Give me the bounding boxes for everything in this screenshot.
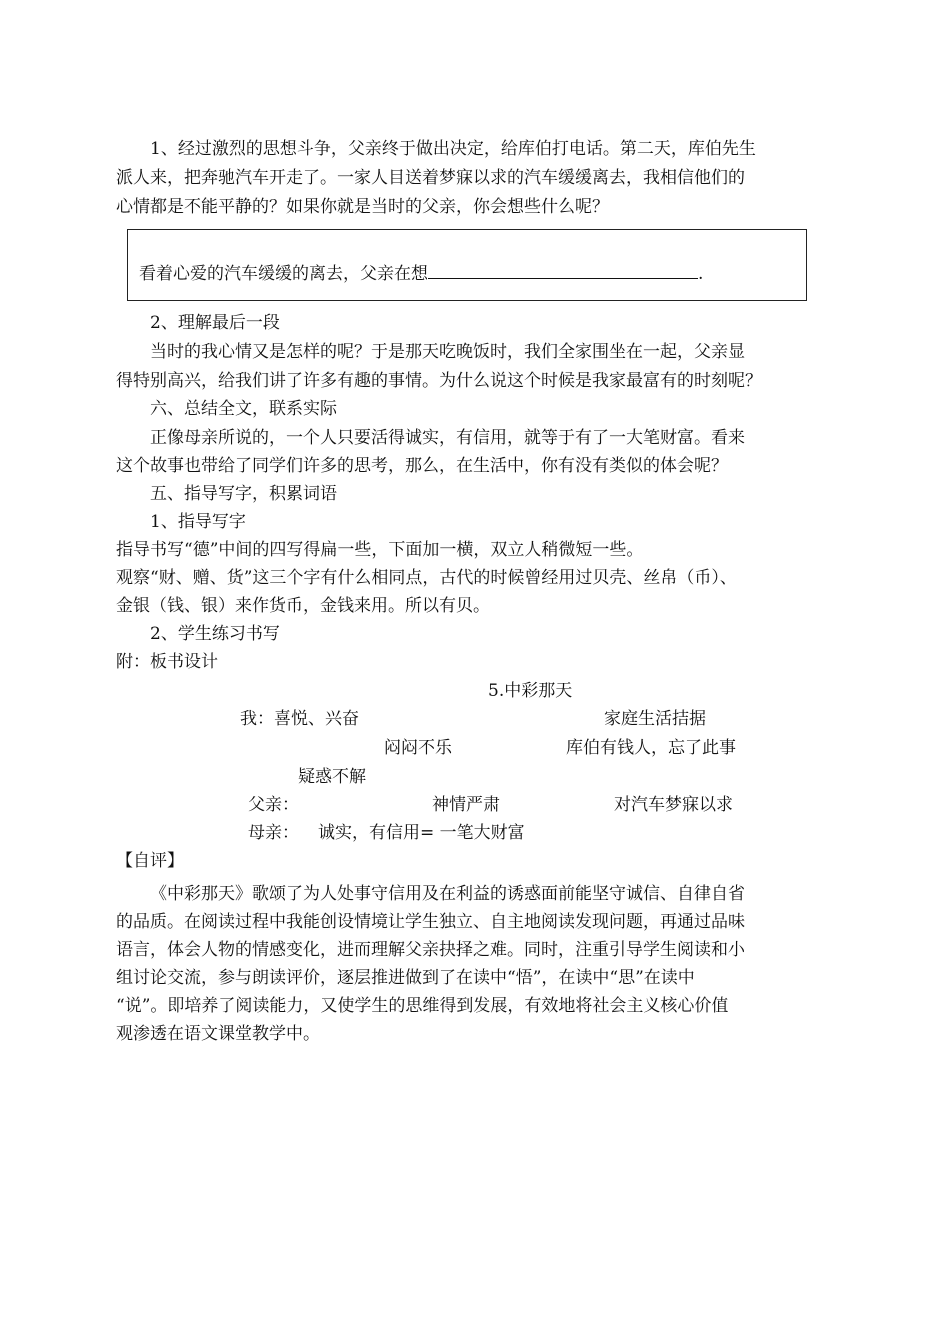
section2-line-2: 得特别高兴，给我们讲了许多有趣的事情。为什么说这个时候是我家最富有的时刻呢？ (116, 371, 762, 391)
section5-line-2: 观察“财、赠、货”这三个字有什么相同点，古代的时候曾经用过贝壳、丝帛（币）、 (116, 568, 737, 588)
answer-box-text (139, 258, 703, 288)
section2-line-1: 当时的我心情又是怎样的呢？于是那天吃晚饭时，我们全家围坐在一起，父亲显 (150, 342, 745, 362)
board-father: 父亲： (248, 795, 299, 815)
section5-line-1: 指导书写“德”中间的四写得扁一些，下面加一横，双立人稍微短一些。 (116, 540, 644, 560)
board-dream-car: 对汽车梦寐以求 (614, 795, 733, 815)
section1-line-1: 1、经过激烈的思想斗争，父亲终于做出决定，给库伯打电话。第二天，库伯先生 (150, 139, 756, 159)
section1-line-2: 派人来，把奔驰汽车开走了。一家人目送着梦寐以求的汽车缓缓离去，我相信他们的 (116, 168, 745, 188)
board-title: 5.中彩那天 (488, 681, 573, 701)
answer-blank[interactable] (428, 258, 698, 279)
board-honesty: 诚实，有信用= 一笔大财富 (318, 823, 525, 843)
board-serious: 神情严肃 (432, 795, 500, 815)
self-eval-line-6: 观渗透在语文课堂教学中。 (116, 1024, 320, 1044)
board-family-life: 家庭生活拮据 (604, 709, 706, 729)
answer-end: . (698, 264, 704, 284)
board-me: 我：喜悦、兴奋 (240, 709, 359, 729)
board-puzzled: 疑惑不解 (298, 767, 366, 787)
answer-prompt: 看着心爱的汽车缓缓的离去，父亲在想 (139, 264, 428, 284)
self-eval-line-3: 语言，体会人物的情感变化，进而理解父亲抉择之难。同时，注重引导学生阅读和小 (116, 940, 745, 960)
section6-line-1: 正像母亲所说的，一个人只要活得诚实，有信用，就等于有了一大笔财富。看来 (150, 428, 745, 448)
self-eval-line-5: “说”。即培养了阅读能力，又使学生的思维得到发展，有效地将社会主义核心价值 (116, 996, 729, 1016)
self-eval-line-2: 的品质。在阅读过程中我能创设情境让学生独立、自主地阅读发现问题，再通过品味 (116, 912, 745, 932)
section5-heading: 五、指导写字，积累词语 (150, 484, 337, 504)
section1-line-3: 心情都是不能平静的？如果你就是当时的父亲，你会想些什么呢？ (116, 197, 609, 217)
self-eval-line-1: 《中彩那天》歌颂了为人处事守信用及在利益的诱惑面前能坚守诚信、自律自省 (150, 884, 745, 904)
section5-sub2: 2、学生练习书写 (150, 624, 280, 644)
self-eval-heading: 【自评】 (116, 851, 184, 871)
section6-heading: 六、总结全文，联系实际 (150, 399, 337, 419)
section2-heading: 2、理解最后一段 (150, 313, 280, 333)
board-kuber: 库伯有钱人，忘了此事 (566, 738, 736, 758)
section5-sub1: 1、指导写字 (150, 512, 246, 532)
answer-box (127, 229, 807, 301)
board-mother: 母亲： (248, 823, 299, 843)
self-eval-line-4: 组讨论交流，参与朗读评价，逐层推进做到了在读中“悟”，在读中“思”在读中 (116, 968, 695, 988)
board-depressed: 闷闷不乐 (384, 738, 452, 758)
section6-line-2: 这个故事也带给了同学们许多的思考，那么，在生活中，你有没有类似的体会呢？ (116, 456, 728, 476)
section5-line-3: 金银（钱、银）来作货币，金钱来用。所以有贝。 (116, 596, 490, 616)
board-label: 附：板书设计 (116, 652, 218, 672)
